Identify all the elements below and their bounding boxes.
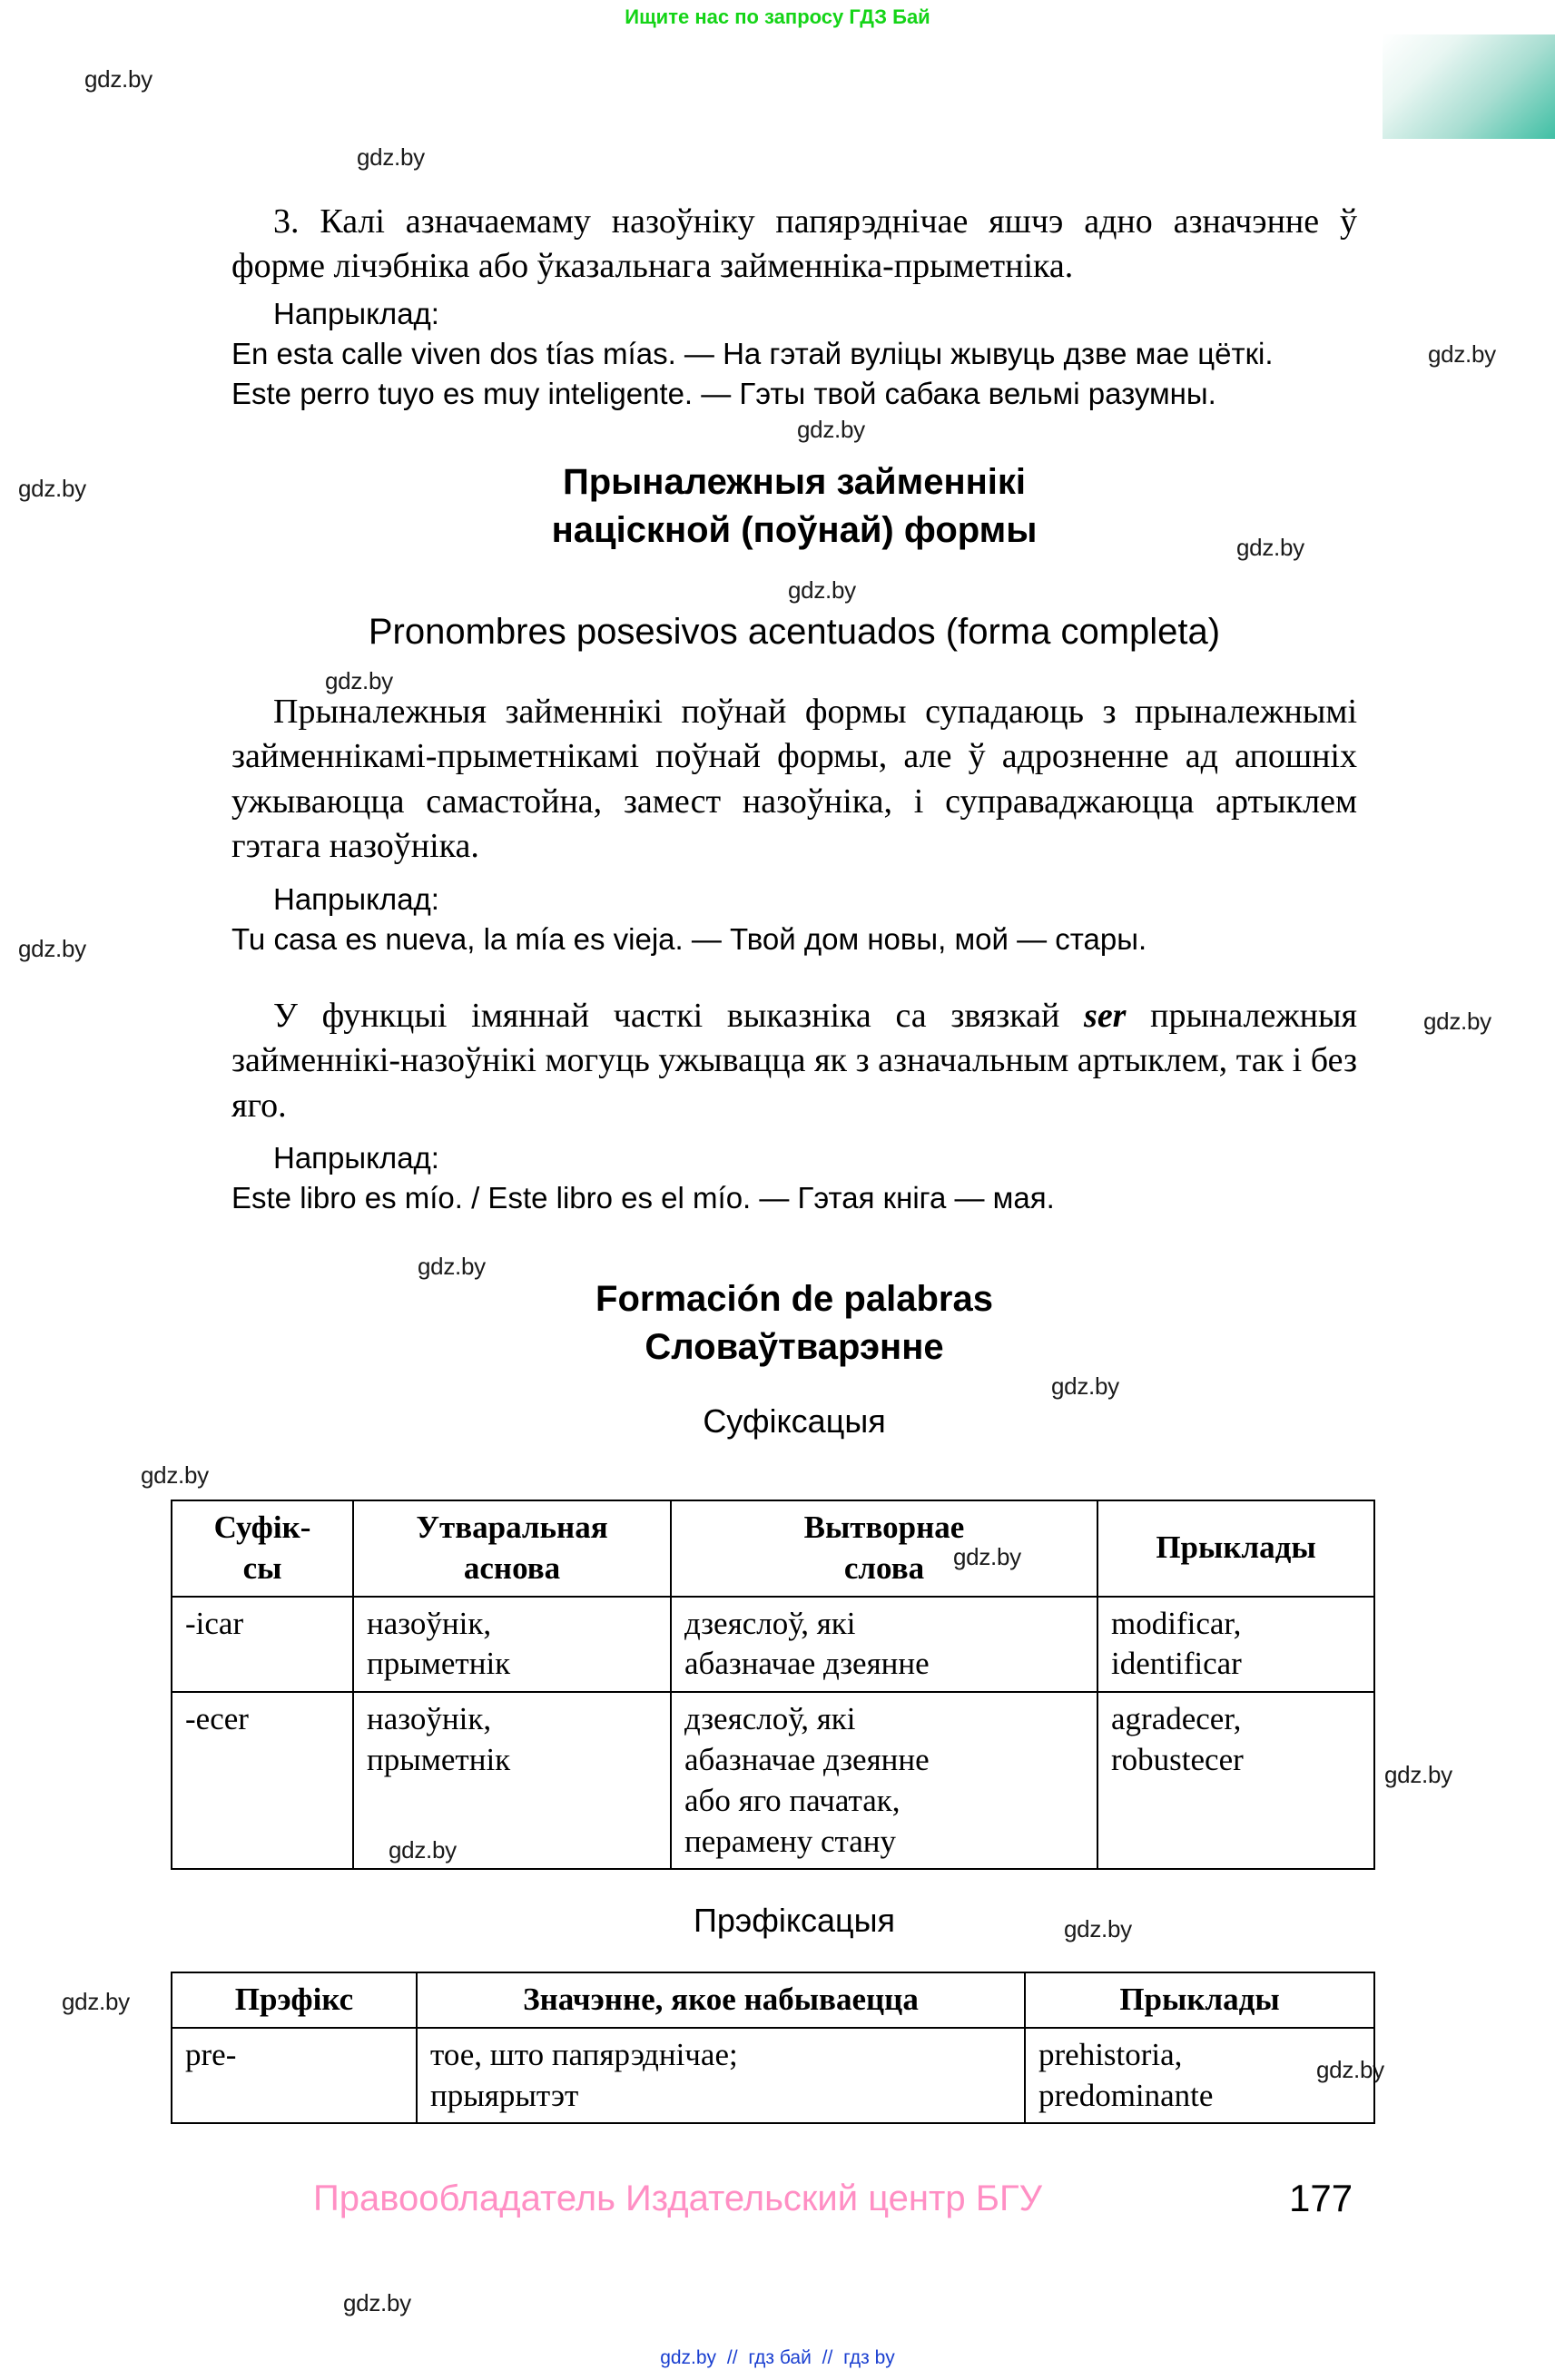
watermark-3: gdz.by xyxy=(797,416,865,443)
example-block-1 xyxy=(231,295,1357,414)
heading-spanish xyxy=(231,608,1357,656)
heading-possessive-pronouns xyxy=(231,458,1357,555)
watermark-10: gdz.by xyxy=(418,1253,486,1280)
table-row xyxy=(172,1692,1374,1869)
heading-formacion-esp: Formación de palabras xyxy=(595,1279,993,1319)
naprykład-label-2: Напрыклад: xyxy=(273,882,439,916)
examples-cell: modificar, identificar xyxy=(1097,1597,1374,1693)
base-cell: назоўнік, прыметнік xyxy=(353,1597,671,1693)
footer-separator-1: // xyxy=(726,2347,738,2368)
prefix-table-col-header-examples: Прыклады xyxy=(1025,1972,1374,2028)
watermark-17: gdz.by xyxy=(62,1988,130,2015)
suffix-cell: -icar xyxy=(172,1597,353,1693)
derived-cell: дзеяслоў, які абазначае дзеянне xyxy=(671,1597,1097,1693)
page-number: 177 xyxy=(1289,2177,1353,2219)
example-sentence-2: Este perro tuyo es muy inteligente. — Гэты твой сабака вельмі разумны. xyxy=(231,377,1216,411)
paragraph-2-block xyxy=(231,690,1357,870)
example-block-2 xyxy=(231,880,1357,959)
meaning-cell: тое, што папярэднічае; прыярытэт xyxy=(417,2028,1025,2124)
copyright-notice: Правообладатель Издательский центр БГУ xyxy=(313,2178,1043,2218)
footer-link-gdz-bai[interactable]: гдз бай xyxy=(748,2347,812,2368)
watermark-7: gdz.by xyxy=(325,667,393,694)
prefix-table xyxy=(171,1972,1375,2124)
watermark-5: gdz.by xyxy=(1236,534,1304,561)
heading-esp-text: Pronombres posesivos acentuados (forma completa) xyxy=(368,612,1221,652)
example-sentence-1: En esta calle viven dos tías mías. — На гэтай вуліцы жывуць дзве мае цёткі. xyxy=(231,336,1274,370)
examples-cell: agradecer, robustecer xyxy=(1097,1692,1374,1869)
subheading-suffixation xyxy=(231,1402,1357,1441)
watermark-2: gdz.by xyxy=(1428,340,1496,368)
watermark-14: gdz.by xyxy=(1384,1761,1452,1788)
base-cell: назоўнік, прыметнік xyxy=(353,1692,671,1869)
watermark-13: gdz.by xyxy=(953,1543,1021,1570)
suffix-table-col-header-examples: Прыклады xyxy=(1097,1500,1374,1597)
example-block-3 xyxy=(231,1139,1357,1218)
corner-gradient-decoration xyxy=(1383,34,1555,139)
subheading-suffix-text: Суфіксацыя xyxy=(703,1402,886,1440)
prefix-examples-cell: prehistoria, predominante xyxy=(1025,2028,1374,2124)
subheading-prefix-text: Прэфіксацыя xyxy=(693,1902,896,1939)
heading-bel-line-2: націскной (поўнай) формы xyxy=(551,509,1038,550)
prefix-table-col-header-meaning: Значэнне, якое набываецца xyxy=(417,1972,1025,2028)
heading-word-formation xyxy=(231,1275,1357,1372)
paragraph-2-text: Прыналежныя займеннікі поўнай формы супадаюць з прыналежнымі займеннікамі-прыметнікамі поўнай формы, але ў адрозненне ад апошніх ужываюцца самастойна, замест назоўніка, і суправаджаюцца артыклем гэтага назоўніка. xyxy=(231,693,1357,866)
subheading-prefixation xyxy=(231,1902,1357,1940)
paragraph-3-block xyxy=(231,994,1357,1128)
prefix-table-header-row xyxy=(172,1972,1374,2028)
watermark-0: gdz.by xyxy=(84,65,153,93)
heading-bel-line-1: Прыналежныя займеннікі xyxy=(562,462,1027,502)
paragraph-3-part-a: У функцыі імяннай часткі выказніка са звязкай xyxy=(273,997,1085,1035)
suffix-table-col-header-derived: Вытворнае слова xyxy=(671,1500,1097,1597)
paragraph-3-italic-ser: ser xyxy=(1084,997,1127,1035)
search-promo-banner: Ищите нас по запросу ГДЗ Бай xyxy=(625,5,930,28)
watermark-8: gdz.by xyxy=(18,935,86,962)
prefix-cell: pre- xyxy=(172,2028,417,2124)
paragraph-3-text xyxy=(231,994,1357,1128)
watermark-19: gdz.by xyxy=(343,2289,411,2316)
suffix-table-col-header-base: Утваральная аснова xyxy=(353,1500,671,1597)
example-sentence-4: Este libro es mío. / Este libro es el mío. — Гэтая кніга — мая. xyxy=(231,1180,1055,1215)
naprykład-label-3: Напрыклад: xyxy=(273,1141,439,1175)
watermark-16: gdz.by xyxy=(1064,1915,1132,1942)
suffix-cell: -ecer xyxy=(172,1692,353,1869)
derived-cell: дзеяслоў, які абазначае дзеянне або яго пачатак, перамену стану xyxy=(671,1692,1097,1869)
watermark-12: gdz.by xyxy=(141,1461,209,1489)
watermark-4: gdz.by xyxy=(18,475,86,502)
watermark-11: gdz.by xyxy=(1051,1372,1119,1400)
watermark-15: gdz.by xyxy=(389,1836,457,1864)
watermark-1: gdz.by xyxy=(357,143,425,171)
paragraph-3-part-b: прыналежныя займеннікі-назоўнікі могуць ужывацца як з азначальным артыклем, так і без яго. xyxy=(231,997,1357,1125)
footer-link-gdz-by-2[interactable]: гдз by xyxy=(843,2347,895,2368)
suffix-table-col-header-suffix: Суфік- сы xyxy=(172,1500,353,1597)
table-row xyxy=(172,1597,1374,1693)
example-sentence-3: Tu casa es nueva, la mía es vieja. — Твой дом новы, мой — стары. xyxy=(231,921,1147,956)
naprykład-label-1: Напрыклад: xyxy=(273,297,439,330)
section-rule-3 xyxy=(231,200,1357,290)
watermark-6: gdz.by xyxy=(788,576,856,604)
footer-separator-2: // xyxy=(822,2347,833,2368)
prefix-table-col-header-prefix: Прэфікс xyxy=(172,1972,417,2028)
footer-link-gdz-by[interactable]: gdz.by xyxy=(660,2347,717,2368)
footer-links[interactable] xyxy=(0,2347,1555,2369)
suffix-table-header-row xyxy=(172,1500,1374,1597)
suffix-table xyxy=(171,1500,1375,1870)
heading-formacion-bel: Словаўтварэнне xyxy=(645,1326,944,1367)
watermark-18: gdz.by xyxy=(1316,2056,1384,2083)
rule-3-text: 3. Калі азначаемаму назоўніку папярэднічае яшчэ адно азначэнне ў форме лічэбніка або ўказальнага займенніка-прыметніка. xyxy=(231,202,1357,286)
watermark-9: gdz.by xyxy=(1423,1008,1491,1035)
table-row xyxy=(172,2028,1374,2124)
